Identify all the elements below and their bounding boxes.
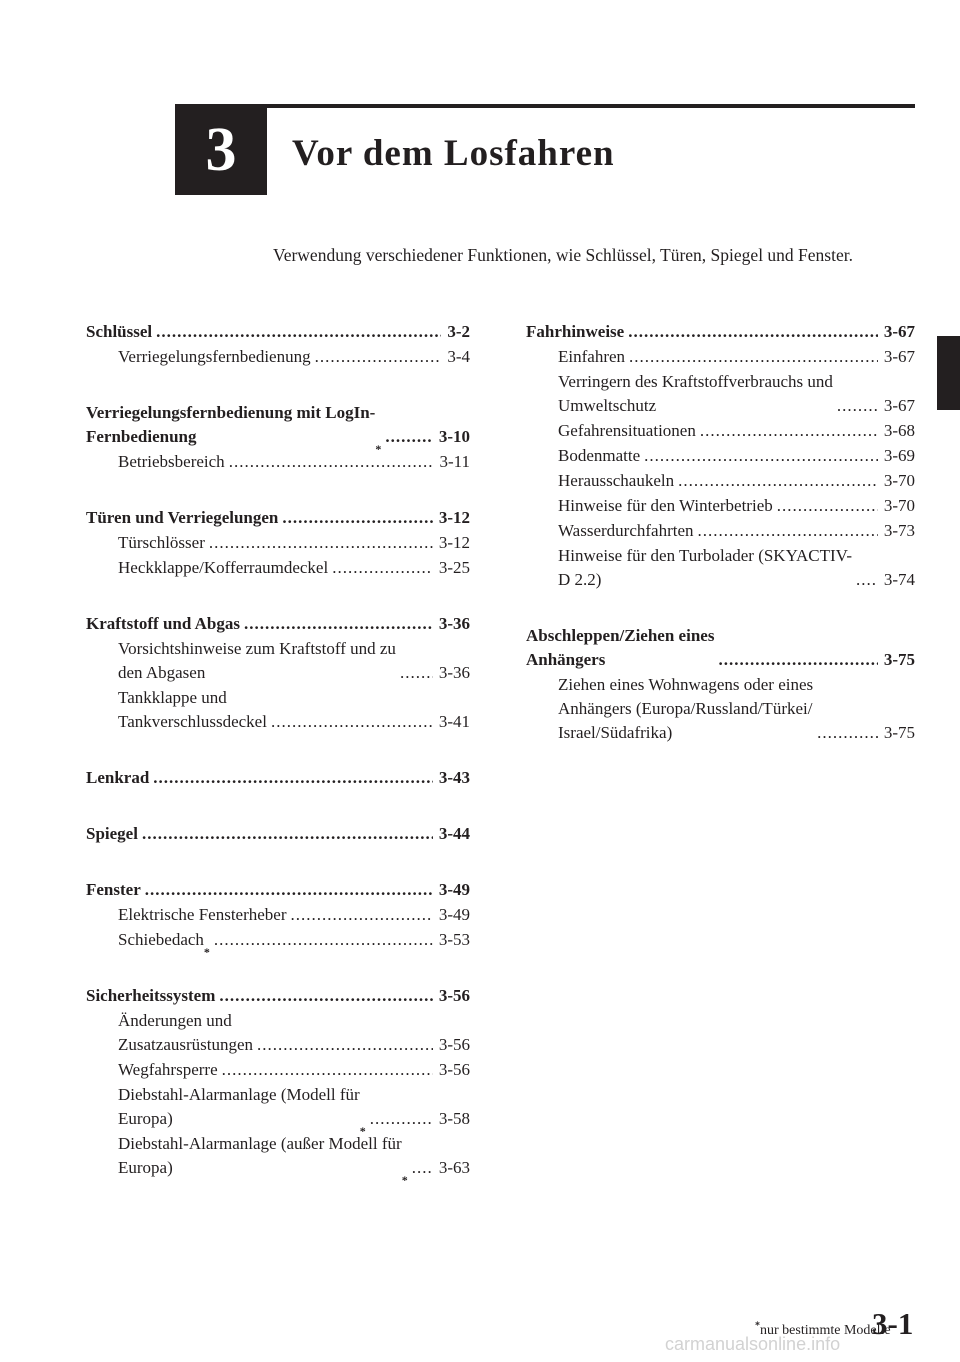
dot-leader: [700, 419, 878, 443]
dot-leader: [145, 878, 433, 902]
toc-page-ref: 3-73: [883, 521, 915, 540]
toc-entry[interactable]: [86, 686, 470, 734]
toc-entry-label: Wasserdurchfahrten: [558, 521, 694, 540]
toc-section-title: Fahrhinweise: [526, 322, 625, 341]
toc-page-ref: 3-67: [883, 322, 915, 341]
toc-page-ref: 3-69: [883, 446, 915, 465]
toc-entry-label: Herausschaukeln: [558, 471, 675, 490]
toc-entry[interactable]: Diebstahl-Alarmanlage (Modell für Europa) * ..... 3-58: [86, 1083, 470, 1131]
toc-page-ref: 3-68: [883, 421, 915, 440]
toc-entry[interactable]: [526, 444, 915, 468]
toc-page-ref: 3-49: [438, 880, 470, 899]
toc-entry-label: Hinweise für den Winterbetrieb: [558, 496, 773, 515]
toc-entry-label: Diebstahl-Alarmanlage (Modell für Europa): [118, 1085, 360, 1128]
dot-leader: [412, 1156, 433, 1180]
toc-entry[interactable]: Schiebedach * ..... 3-53: [86, 928, 470, 952]
toc-entry[interactable]: [526, 519, 915, 543]
toc-page-ref: 3-2: [447, 322, 470, 341]
toc-entry-label: Hinweise für den Turbolader (SKYACTIV- D 2.2): [558, 546, 853, 589]
toc-section: [86, 984, 470, 1187]
toc-page-ref: 3-70: [883, 496, 915, 515]
toc-page-ref: 3-67: [883, 347, 915, 366]
toc-entry-label: Elektrische Fensterheber: [118, 905, 287, 924]
toc-entry[interactable]: [526, 494, 915, 518]
chapter-side-tab: [937, 336, 960, 410]
toc-page-ref: 3-75: [883, 650, 915, 669]
toc-page-ref: 3-4: [447, 347, 470, 366]
toc-page-ref: 3-36: [438, 663, 470, 682]
toc-entry[interactable]: [526, 345, 915, 369]
toc-section-heading[interactable]: [86, 320, 470, 344]
dot-leader: [332, 556, 433, 580]
dot-leader: [257, 1033, 433, 1057]
toc-entry[interactable]: [526, 469, 915, 493]
dot-leader: [837, 394, 878, 418]
toc-page-ref: 3-63: [438, 1158, 470, 1177]
dot-leader: [219, 984, 432, 1008]
dot-leader: [777, 494, 878, 518]
toc-entry[interactable]: [86, 531, 470, 555]
chapter-intro: Verwendung verschiedener Funktionen, wie Schlüssel, Türen, Spiegel und Fenster.: [273, 245, 853, 265]
toc-entry-label: Änderungen und Zusatzausrüstungen: [118, 1011, 254, 1054]
toc-entry[interactable]: [86, 637, 470, 685]
toc-entry[interactable]: [86, 345, 470, 369]
toc-page-ref: 3-56: [438, 1035, 470, 1054]
toc-section-title: Fenster: [86, 880, 141, 899]
dot-leader: [400, 661, 433, 685]
dot-leader: [629, 345, 878, 369]
asterisk-icon: *: [755, 1320, 760, 1332]
toc-section: [86, 401, 470, 474]
toc-page-ref: 3-36: [438, 614, 470, 633]
toc-page-ref: 3-10: [438, 427, 470, 446]
toc-page-ref: 3-43: [438, 768, 470, 787]
toc-entry[interactable]: [526, 544, 915, 592]
dot-leader: [209, 531, 433, 555]
toc-entry-label: Betriebsbereich: [118, 452, 225, 471]
dot-leader: [142, 822, 433, 846]
toc-entry[interactable]: [86, 556, 470, 580]
toc-entry-label: Diebstahl-Alarmanlage (außer Modell für Europa): [118, 1134, 402, 1177]
dot-leader: [222, 1058, 433, 1082]
dot-leader: [370, 1107, 433, 1131]
dot-leader: [718, 648, 877, 672]
toc-section: [86, 506, 470, 580]
toc-page-ref: 3-53: [438, 930, 470, 949]
toc-entry[interactable]: [86, 1009, 470, 1057]
watermark: carmanualsonline.info: [665, 1334, 841, 1354]
dot-leader: [214, 928, 433, 952]
toc-page-ref: 3-25: [438, 558, 470, 577]
toc-section-title: Spiegel: [86, 824, 138, 843]
dot-leader: [229, 450, 434, 474]
dot-leader: [291, 903, 433, 927]
chapter-number: 3: [205, 115, 237, 184]
toc-section-heading[interactable]: [86, 878, 470, 902]
toc-entry-label: Einfahren: [558, 347, 626, 366]
toc-section-heading[interactable]: [86, 506, 470, 530]
toc-section-heading[interactable]: [86, 984, 470, 1008]
toc-page-ref: 3-70: [883, 471, 915, 490]
toc-section-title: Verriegelungsfernbedienung mit LogIn- Fernbedienung: [86, 403, 376, 446]
dot-leader: [678, 469, 878, 493]
dot-leader: [156, 320, 441, 344]
dot-leader: [817, 721, 878, 745]
dot-leader: [856, 568, 878, 592]
toc-right-column: [526, 320, 915, 777]
toc-section: [526, 624, 915, 745]
toc-entry[interactable]: Diebstahl-Alarmanlage (außer Modell für Europa) * ..... 3-63: [86, 1132, 470, 1180]
toc-page-ref: 3-12: [438, 533, 470, 552]
toc-page-ref: 3-67: [883, 396, 915, 415]
toc-entry-label: Heckklappe/Kofferraumdeckel: [118, 558, 329, 577]
toc-entry-label: Vorsichtshinweise zum Kraftstoff und zu den Abgasen: [118, 639, 396, 682]
toc-page-ref: 3-56: [438, 1060, 470, 1079]
toc-entry-label: Ziehen eines Wohnwagens oder eines Anhängers (Europa/Russland/Türkei/ Israel/Südafrika): [558, 675, 814, 742]
toc-entry[interactable]: [86, 450, 470, 474]
dot-leader: [628, 320, 878, 344]
toc-page-ref: 3-12: [438, 508, 470, 527]
page-number: 3-1: [872, 1306, 914, 1341]
dot-leader: [644, 444, 878, 468]
dot-leader: [385, 425, 433, 449]
chapter-header-rule: [267, 104, 915, 108]
toc-entry[interactable]: [526, 419, 915, 443]
toc-entry-label: Gefahrensituationen: [558, 421, 696, 440]
toc-section-title: Schlüssel: [86, 322, 153, 341]
toc-page-ref: 3-75: [883, 723, 915, 742]
toc-section: [526, 320, 915, 592]
toc-page-ref: 3-58: [438, 1109, 470, 1128]
toc-section-title: Türen und Verriegelungen: [86, 508, 279, 527]
toc-section-heading[interactable]: [86, 612, 470, 636]
toc-section-title: Abschleppen/Ziehen eines Anhängers: [526, 626, 715, 669]
toc-entry-label: Verriegelungsfernbedienung: [118, 347, 311, 366]
toc-page-ref: 3-74: [883, 570, 915, 589]
toc-section: [86, 766, 470, 790]
toc-section: [86, 612, 470, 734]
toc-entry[interactable]: [86, 903, 470, 927]
toc-section-title: Sicherheitssystem: [86, 986, 216, 1005]
toc-section-heading[interactable]: [526, 624, 915, 672]
toc-section-heading[interactable]: [526, 320, 915, 344]
toc-entry-label: Verringern des Kraftstoffverbrauchs und Umweltschutz: [558, 372, 833, 415]
dot-leader: [271, 710, 433, 734]
toc-entry-label: Wegfahrsperre: [118, 1060, 218, 1079]
toc-page-ref: 3-41: [438, 712, 470, 731]
toc-page-ref: 3-11: [439, 452, 470, 471]
dot-leader: [698, 519, 878, 543]
toc-entry-label: Schiebedach: [118, 930, 204, 949]
toc-entry-label: Türschlösser: [118, 533, 205, 552]
toc-page-ref: 3-44: [438, 824, 470, 843]
toc-entry-label: Bodenmatte: [558, 446, 641, 465]
toc-entry[interactable]: [86, 1058, 470, 1082]
toc-page-ref: 3-49: [438, 905, 470, 924]
toc-entry[interactable]: [526, 673, 915, 745]
toc-section: [86, 320, 470, 369]
toc-entry-label: Tankklappe und Tankverschlussdeckel: [118, 688, 267, 731]
toc-section-heading[interactable]: [86, 822, 470, 846]
toc-section-heading[interactable]: Verriegelungsfernbedienung mit LogIn- Fernbedienung * ..... 3-10: [86, 401, 470, 449]
toc-page-ref: 3-56: [438, 986, 470, 1005]
dot-leader: [244, 612, 433, 636]
toc-section-heading[interactable]: [86, 766, 470, 790]
chapter-title: Vor dem Losfahren: [292, 133, 615, 174]
footnote-text: nur bestimmte Modelle: [760, 1323, 891, 1338]
chapter-number-box: [175, 104, 267, 195]
toc-section-title: Kraftstoff und Abgas: [86, 614, 240, 633]
dot-leader: [315, 345, 442, 369]
dot-leader: [282, 506, 432, 530]
dot-leader: [153, 766, 433, 790]
toc-section: [86, 878, 470, 959]
toc-section: [86, 822, 470, 846]
toc-section-title: Lenkrad: [86, 768, 150, 787]
toc-entry[interactable]: [526, 370, 915, 418]
toc-left-column: [86, 320, 470, 1212]
